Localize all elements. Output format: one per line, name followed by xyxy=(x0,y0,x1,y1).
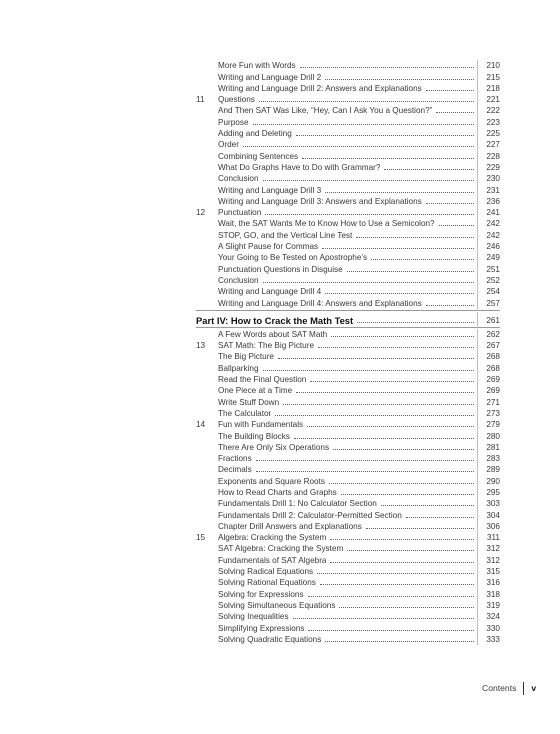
footer-label: Contents xyxy=(482,683,517,693)
toc-row xyxy=(196,83,500,94)
entry-title: Solving Rational Equations xyxy=(218,578,316,588)
toc-row xyxy=(196,611,500,622)
toc-row xyxy=(196,218,500,229)
entry-title: Exponents and Square Roots xyxy=(218,476,325,486)
entry-page-number: 268 xyxy=(477,351,500,362)
entry-title: Ballparking xyxy=(218,363,259,373)
entry-title: One Piece at a Time xyxy=(218,386,293,396)
entry-page-number: 262 xyxy=(477,329,500,340)
entry-page-number: 271 xyxy=(477,396,500,407)
dot-leader xyxy=(371,258,474,260)
toc-row xyxy=(196,150,500,161)
dot-leader xyxy=(330,561,474,563)
entry-page-number: 311 xyxy=(477,532,500,543)
entry-page-number: 242 xyxy=(477,229,500,240)
dot-leader xyxy=(278,357,474,359)
entry-title: Solving for Expressions xyxy=(218,589,304,599)
toc-row xyxy=(196,60,500,71)
entry-page-number: 333 xyxy=(477,634,500,645)
entry-page-number: 246 xyxy=(477,241,500,252)
toc-row xyxy=(196,588,500,599)
toc-row xyxy=(196,385,500,396)
entry-page-number: 330 xyxy=(477,622,500,633)
entry-page-number: 251 xyxy=(477,263,500,274)
entry-page-number: 315 xyxy=(477,566,500,577)
dot-leader xyxy=(325,191,474,193)
entry-title: A Few Words about SAT Math xyxy=(218,329,328,339)
entry-page-number: 290 xyxy=(477,475,500,486)
entry-page-number: 295 xyxy=(477,487,500,498)
entry-title: The Calculator xyxy=(218,408,272,418)
entry-title: Conclusion xyxy=(218,275,259,285)
dot-leader xyxy=(320,583,474,585)
toc-row xyxy=(196,464,500,475)
entry-page-number: 269 xyxy=(477,374,500,385)
toc-row xyxy=(196,442,500,453)
entry-title: Wait, the SAT Wants Me to Know How to Use a Semicolon? xyxy=(218,219,435,229)
dot-leader xyxy=(259,100,474,102)
entry-page-number: 267 xyxy=(477,340,500,351)
dot-leader xyxy=(406,516,474,518)
dot-leader xyxy=(256,459,474,461)
toc-row xyxy=(196,275,500,286)
entry-page-number: 218 xyxy=(477,83,500,94)
dot-leader xyxy=(318,346,474,348)
entry-page-number: 289 xyxy=(477,464,500,475)
dot-leader xyxy=(275,414,474,416)
toc-row xyxy=(196,71,500,82)
toc-chapter-row xyxy=(196,340,500,351)
entry-page-number: 281 xyxy=(477,442,500,453)
dot-leader xyxy=(294,437,474,439)
dot-leader xyxy=(263,281,474,283)
entry-title: Conclusion xyxy=(218,174,259,184)
toc-row xyxy=(196,286,500,297)
entry-title: Fundamentals of SAT Algebra xyxy=(218,555,327,565)
toc-row xyxy=(196,408,500,419)
dot-leader xyxy=(253,123,475,125)
footer-page-number: v xyxy=(531,683,537,693)
dot-leader xyxy=(347,549,474,551)
table-of-contents xyxy=(196,60,500,645)
dot-leader xyxy=(296,134,474,136)
dot-leader xyxy=(325,292,474,294)
entry-title: Solving Quadratic Equations xyxy=(218,634,322,644)
entry-title: And Then SAT Was Like, “Hey, Can I Ask You a Question?” xyxy=(218,106,433,116)
entry-title: Fun with Fundamentals xyxy=(218,420,304,430)
entry-title: Fundamentals Drill 1: No Calculator Section xyxy=(218,499,377,509)
entry-page-number: 280 xyxy=(477,430,500,441)
toc-row xyxy=(196,509,500,520)
entry-page-number: 273 xyxy=(477,408,500,419)
entry-title: Algebra: Cracking the System xyxy=(218,533,327,543)
entry-title: Part IV: How to Crack the Math Test xyxy=(196,314,354,326)
entry-page-number: 316 xyxy=(477,577,500,588)
entry-page-number: 254 xyxy=(477,286,500,297)
dot-leader xyxy=(439,224,474,226)
dot-leader xyxy=(356,236,474,238)
entry-page-number: 231 xyxy=(477,184,500,195)
footer-divider xyxy=(523,682,524,695)
toc-row xyxy=(196,241,500,252)
dot-leader xyxy=(384,168,474,170)
toc-row xyxy=(196,128,500,139)
dot-leader xyxy=(243,145,474,147)
toc-row xyxy=(196,229,500,240)
toc-row xyxy=(196,554,500,565)
dot-leader xyxy=(339,606,474,608)
entry-page-number: 319 xyxy=(477,600,500,611)
toc-row xyxy=(196,475,500,486)
dot-leader xyxy=(283,403,474,405)
toc-row xyxy=(196,430,500,441)
toc-row xyxy=(196,196,500,207)
chapter-number: 15 xyxy=(196,533,206,543)
dot-leader xyxy=(381,504,474,506)
entry-title: Writing and Language Drill 2 xyxy=(218,72,322,82)
dot-leader xyxy=(263,369,474,371)
entry-title: Decimals xyxy=(218,465,252,475)
entry-page-number: 269 xyxy=(477,385,500,396)
chapter-number: 13 xyxy=(196,341,206,351)
toc-chapter-row xyxy=(196,94,500,105)
entry-title: Read the Final Question xyxy=(218,375,307,385)
entry-title: SAT Math: The Big Picture xyxy=(218,341,315,351)
entry-title: The Building Blocks xyxy=(218,431,290,441)
entry-title: The Big Picture xyxy=(218,352,274,362)
dot-leader xyxy=(325,640,474,642)
part-rule-bottom xyxy=(196,327,500,328)
toc-row xyxy=(196,498,500,509)
toc-row xyxy=(196,362,500,373)
toc-chapter-row xyxy=(196,207,500,218)
dot-leader xyxy=(317,572,474,574)
entry-title: Punctuation Questions in Disguise xyxy=(218,264,343,274)
page-footer xyxy=(482,681,536,695)
toc-row xyxy=(196,487,500,498)
entry-title: More Fun with Words xyxy=(218,61,296,71)
entry-page-number: 229 xyxy=(477,162,500,173)
entry-title: Fractions xyxy=(218,454,252,464)
toc-chapter-row xyxy=(196,419,500,430)
entry-page-number: 241 xyxy=(477,207,500,218)
entry-title: Purpose xyxy=(218,117,249,127)
entry-page-number: 324 xyxy=(477,611,500,622)
entry-page-number: 227 xyxy=(477,139,500,150)
dot-leader xyxy=(330,538,474,540)
entry-title: Writing and Language Drill 4: Answers and Explanations xyxy=(218,298,422,308)
toc-row xyxy=(196,396,500,407)
toc-chapter-row xyxy=(196,532,500,543)
dot-leader xyxy=(325,78,474,80)
toc-row xyxy=(196,263,500,274)
entry-title: Order xyxy=(218,140,239,150)
entry-page-number: 225 xyxy=(477,128,500,139)
chapter-number: 11 xyxy=(196,95,205,105)
toc-row xyxy=(196,184,500,195)
entry-title: Writing and Language Drill 3 xyxy=(218,185,322,195)
entry-page-number: 318 xyxy=(477,588,500,599)
toc-row xyxy=(196,351,500,362)
entry-page-number: 252 xyxy=(477,275,500,286)
toc-row xyxy=(196,116,500,127)
entry-title: Simplifying Expressions xyxy=(218,623,305,633)
chapter-number: 12 xyxy=(196,208,206,218)
entry-page-number: 215 xyxy=(477,71,500,82)
entry-title: Writing and Language Drill 3: Answers and Explanations xyxy=(218,196,422,206)
entry-page-number: 304 xyxy=(477,509,500,520)
toc-row xyxy=(196,453,500,464)
toc-row xyxy=(196,329,500,340)
toc-row xyxy=(196,374,500,385)
entry-page-number: 283 xyxy=(477,453,500,464)
entry-title: Fundamentals Drill 2: Calculator-Permitted Section xyxy=(218,510,402,520)
entry-title: STOP, GO, and the Vertical Line Test xyxy=(218,230,353,240)
dot-leader xyxy=(302,157,474,159)
entry-page-number: 223 xyxy=(477,116,500,127)
dot-leader xyxy=(341,493,474,495)
toc-row xyxy=(196,577,500,588)
entry-title: Writing and Language Drill 2: Answers and Explanations xyxy=(218,83,422,93)
toc-row xyxy=(196,139,500,150)
entry-page-number: 268 xyxy=(477,362,500,373)
dot-leader xyxy=(300,66,474,68)
entry-page-number: 306 xyxy=(477,521,500,532)
entry-title: There Are Only Six Operations xyxy=(218,442,330,452)
dot-leader xyxy=(263,179,474,181)
toc-row xyxy=(196,600,500,611)
dot-leader xyxy=(307,425,474,427)
entry-title: Write Stuff Down xyxy=(218,397,280,407)
dot-leader xyxy=(322,247,474,249)
entry-page-number: 230 xyxy=(477,173,500,184)
entry-page-number: 279 xyxy=(477,419,500,430)
entry-page-number: 236 xyxy=(477,196,500,207)
dot-leader xyxy=(347,270,474,272)
dot-leader xyxy=(265,213,474,215)
dot-leader xyxy=(308,629,474,631)
chapter-number: 14 xyxy=(196,420,206,430)
entry-title: Your Going to Be Tested on Apostrophe’s xyxy=(218,253,368,263)
toc-row xyxy=(196,634,500,645)
toc-row xyxy=(196,566,500,577)
entry-title: Combining Sentences xyxy=(218,151,299,161)
entry-title: Adding and Deleting xyxy=(218,129,292,139)
toc-part-heading xyxy=(196,312,500,326)
entry-page-number: 222 xyxy=(477,105,500,116)
entry-title: What Do Graphs Have to Do with Grammar? xyxy=(218,162,381,172)
toc-row xyxy=(196,173,500,184)
dot-leader xyxy=(293,617,474,619)
entry-page-number: 221 xyxy=(477,94,500,105)
entry-title: Writing and Language Drill 4 xyxy=(218,287,322,297)
part-rule-top xyxy=(196,310,500,311)
dot-leader xyxy=(296,391,474,393)
entry-page-number: 257 xyxy=(477,297,500,308)
dot-leader xyxy=(426,202,474,204)
toc-row xyxy=(196,521,500,532)
entry-title: Solving Radical Equations xyxy=(218,567,314,577)
entry-page-number: 249 xyxy=(477,252,500,263)
toc-row xyxy=(196,297,500,308)
entry-page-number: 303 xyxy=(477,498,500,509)
toc-row xyxy=(196,105,500,116)
entry-title: Solving Simultaneous Equations xyxy=(218,600,336,610)
dot-leader xyxy=(256,470,474,472)
toc-row xyxy=(196,543,500,554)
toc-row xyxy=(196,252,500,263)
entry-page-number: 312 xyxy=(477,554,500,565)
dot-leader xyxy=(333,448,474,450)
entry-page-number: 312 xyxy=(477,543,500,554)
entry-title: Questions xyxy=(218,95,255,105)
entry-title: Solving Inequalities xyxy=(218,612,289,622)
entry-title: How to Read Charts and Graphs xyxy=(218,487,337,497)
dot-leader xyxy=(331,335,474,337)
dot-leader xyxy=(308,595,474,597)
dot-leader xyxy=(436,111,474,113)
entry-page-number: 228 xyxy=(477,150,500,161)
dot-leader xyxy=(329,482,474,484)
entry-title: A Slight Pause for Commas xyxy=(218,242,319,252)
dot-leader xyxy=(426,89,474,91)
entry-title: Punctuation xyxy=(218,208,262,218)
entry-page-number: 210 xyxy=(477,60,500,71)
entry-title: SAT Algebra: Cracking the System xyxy=(218,544,344,554)
toc-row xyxy=(196,162,500,173)
toc-row xyxy=(196,622,500,633)
entry-page-number: 261 xyxy=(477,312,500,326)
entry-title: Chapter Drill Answers and Explanations xyxy=(218,521,362,531)
entry-page-number: 242 xyxy=(477,218,500,229)
dot-leader xyxy=(426,304,474,306)
dot-leader xyxy=(310,380,474,382)
dot-leader xyxy=(357,321,474,323)
dot-leader xyxy=(366,527,474,529)
